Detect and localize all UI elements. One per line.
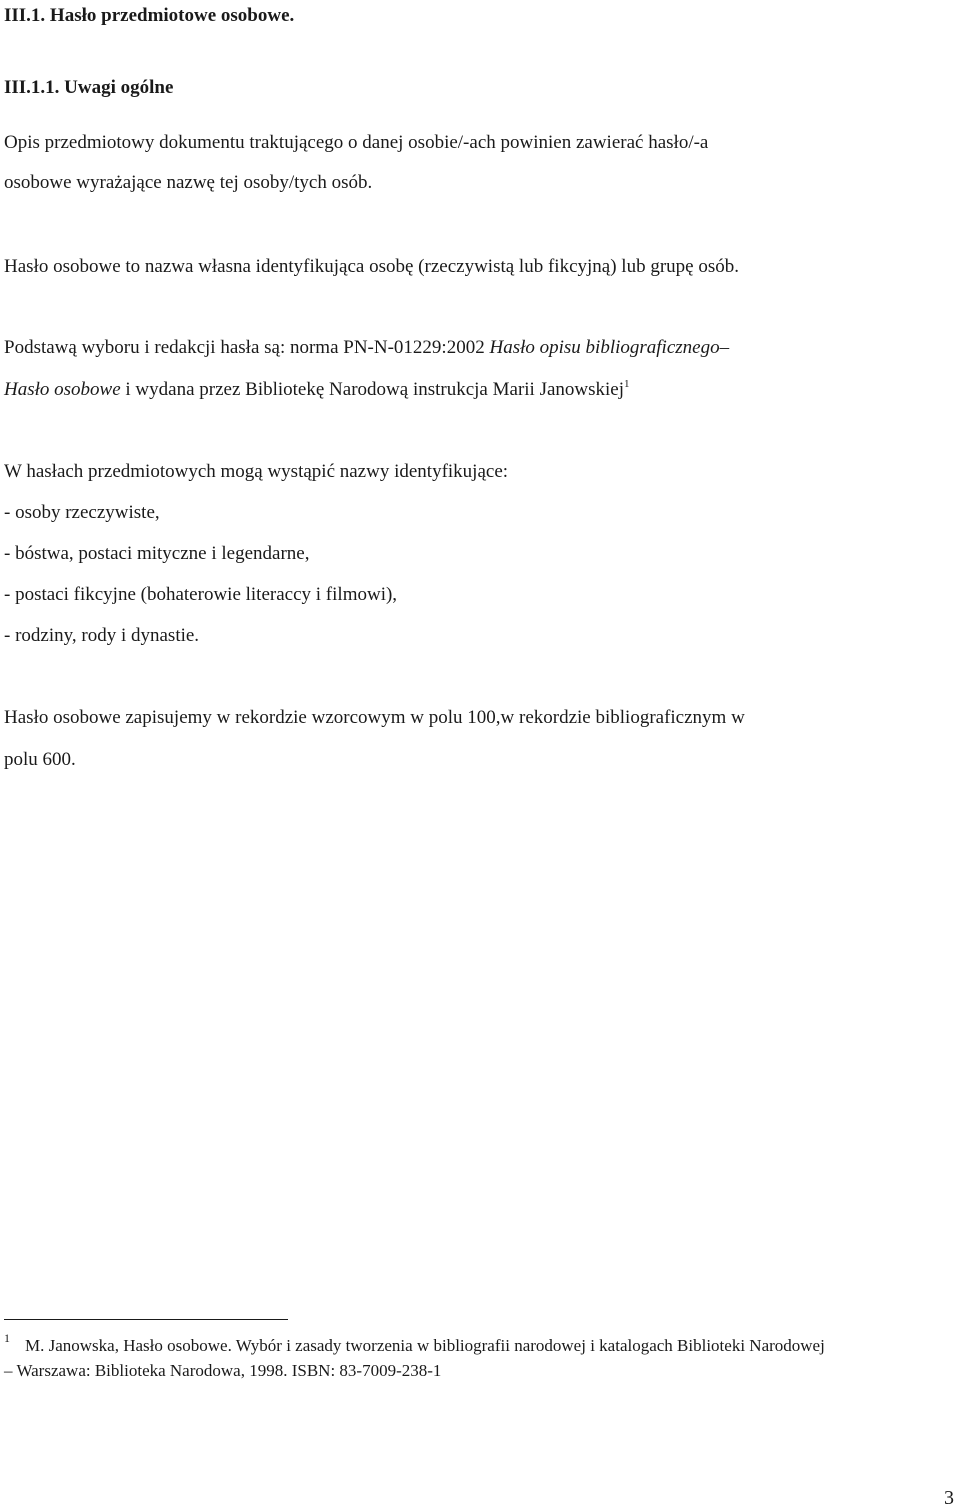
footnote-marker: 1: [4, 1331, 10, 1345]
basis-text: Podstawą wyboru i redakcji hasła są: norma PN-N-01229:2002: [4, 337, 490, 358]
list-item: - postaci fikcyjne (bohaterowie literaccy i filmowi),: [4, 584, 398, 605]
footnote-line-1: M. Janowska, Hasło osobowe. Wybór i zasady tworzenia w bibliografii narodowej i katalogach Biblioteki Narodowej: [25, 1336, 825, 1355]
basis-paragraph-line-1: [4, 337, 729, 359]
subsection-heading: III.1.1. Uwagi ogólne: [4, 77, 174, 98]
footnote-reference[interactable]: 1: [624, 378, 630, 390]
section-heading: III.1. Hasło przedmiotowe osobowe.: [4, 5, 295, 26]
footnote-line-2: – Warszawa: Biblioteka Narodowa, 1998. ISBN: 83-7009-238-1: [4, 1361, 442, 1380]
footnote-separator: [4, 1319, 288, 1320]
definition-paragraph: Hasło osobowe to nazwa własna identyfikująca osobę (rzeczywistą lub fikcyjną) lub grupę osób.: [4, 256, 739, 277]
list-item: - bóstwa, postaci mityczne i legendarne,: [4, 543, 310, 564]
intro-paragraph-line-2: osobowe wyrażające nazwę tej osoby/tych osób.: [4, 172, 373, 193]
norm-title-italic: Hasło opisu bibliograficznego–: [489, 337, 730, 358]
page-number: 3: [944, 1487, 954, 1509]
field-paragraph-line-1: Hasło osobowe zapisujemy w rekordzie wzorcowym w polu 100,w rekordzie bibliograficznym w: [4, 707, 745, 728]
list-intro: W hasłach przedmiotowych mogą wystąpić nazwy identyfikujące:: [4, 461, 509, 482]
basis-text-continued: i wydana przez Bibliotekę Narodową instrukcja Marii Janowskiej: [120, 379, 625, 400]
intro-paragraph-line-1: Opis przedmiotowy dokumentu traktującego o danej osobie/-ach powinien zawierać hasło/-a: [4, 132, 709, 153]
basis-paragraph-line-2: [4, 379, 630, 401]
norm-subtitle-italic: Hasło osobowe: [4, 379, 121, 400]
list-item: - rodziny, rody i dynastie.: [4, 625, 200, 646]
list-item: - osoby rzeczywiste,: [4, 502, 160, 523]
field-paragraph-line-2: polu 600.: [4, 749, 76, 770]
